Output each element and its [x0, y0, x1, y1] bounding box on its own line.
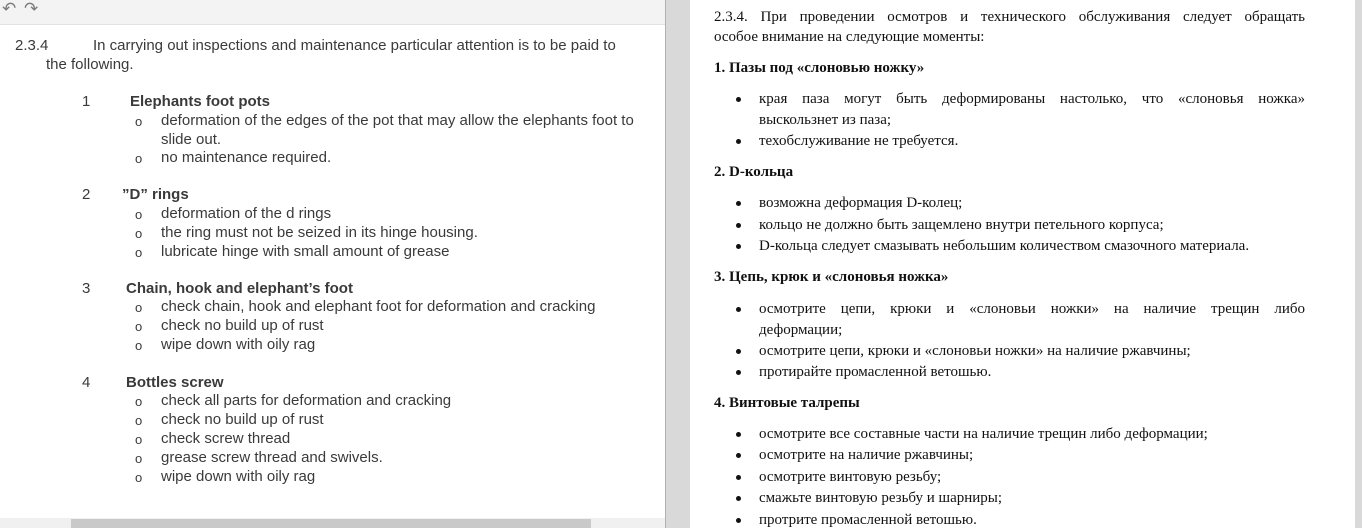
intro-text: the following. — [46, 56, 134, 73]
list-item: осмотрите винтовую резьбу; — [759, 469, 942, 485]
bullet-marker — [736, 370, 741, 375]
bullet-marker — [736, 349, 741, 354]
list-item: осмотрите цепи, крюки и «слоновьи ножки» на наличие ржавчины; — [759, 343, 1191, 359]
bullet-marker: o — [135, 470, 143, 485]
section-heading: Bottles screw — [126, 374, 224, 391]
list-item: осмотрите все составные части на наличие трещин либо деформации; — [759, 426, 1208, 442]
scrollbar-thumb[interactable] — [71, 519, 591, 528]
list-item: check all parts for deformation and cracking — [161, 392, 452, 409]
section-heading: ”D” rings — [122, 186, 189, 203]
list-item: осмотрите цепи, крюки и «слоновьи ножки» на наличие трещин либо — [759, 301, 1305, 317]
list-item: деформации; — [759, 322, 843, 338]
list-item: осмотрите на наличие ржавчины; — [759, 447, 974, 463]
bullet-marker: o — [135, 451, 143, 466]
quick-access-toolbar — [0, 0, 665, 25]
section-heading: 4. Винтовые талрепы — [714, 395, 860, 411]
bullet-marker — [736, 97, 741, 102]
list-item: края паза могут быть деформированы настолько, что «слоновья ножка» — [759, 91, 1305, 107]
list-item: кольцо не должно быть защемлено внутри петельного корпуса; — [759, 217, 1164, 233]
list-item: выскользнет из паза; — [759, 112, 892, 128]
bullet-marker — [736, 307, 741, 312]
list-item: смажьте винтовую резьбу и шарниры; — [759, 490, 1003, 506]
bullet-marker: o — [135, 432, 143, 447]
list-item: deformation of the edges of the pot that may allow the elephants foot to — [161, 112, 634, 129]
bullet-marker — [736, 496, 741, 501]
window-edge — [1355, 0, 1362, 528]
english-document — [0, 25, 665, 518]
bullet-marker — [736, 139, 741, 144]
list-item: wipe down with oily rag — [161, 336, 316, 353]
list-item: check no build up of rust — [161, 411, 324, 428]
list-item: check screw thread — [161, 430, 291, 447]
item-number: 3 — [82, 280, 91, 297]
section-heading: 3. Цепь, крюк и «слоновья ножка» — [714, 269, 949, 285]
list-item: lubricate hinge with small amount of grease — [161, 243, 450, 260]
intro-text: In carrying out inspections and maintenance particular attention is to be paid to — [93, 37, 616, 54]
bullet-marker: o — [135, 394, 143, 409]
bullet-marker — [736, 223, 741, 228]
bullet-marker: o — [135, 300, 143, 315]
section-heading: Elephants foot pots — [130, 93, 270, 110]
bullet-marker — [736, 244, 741, 249]
list-item: check no build up of rust — [161, 317, 324, 334]
bullet-marker: o — [135, 226, 143, 241]
bullet-marker: o — [135, 151, 143, 166]
section-heading: 2. D-кольца — [714, 164, 794, 180]
list-item: протрите промасленной ветошью. — [759, 512, 977, 528]
redo-icon[interactable]: ↷ — [24, 0, 39, 19]
bullet-marker: o — [135, 413, 143, 428]
bullet-marker — [736, 453, 741, 458]
list-item: the ring must not be seized in its hinge housing. — [161, 224, 478, 241]
item-number: 1 — [82, 93, 91, 110]
intro-text: особое внимание на следующие моменты: — [714, 29, 985, 45]
list-item: grease screw thread and swivels. — [161, 449, 383, 466]
list-item: протирайте промасленной ветошью. — [759, 364, 992, 380]
source-document-pane — [0, 0, 665, 528]
list-item: no maintenance required. — [161, 149, 332, 166]
list-item: check chain, hook and elephant foot for deformation and cracking — [161, 298, 596, 315]
translation-document-pane — [690, 0, 1362, 528]
list-item: slide out. — [161, 131, 222, 148]
intro-text: 2.3.4. При проведении осмотров и технического обслуживания следует обращать — [714, 9, 1305, 25]
section-heading: Chain, hook and elephant’s foot — [126, 280, 353, 297]
item-number: 4 — [82, 374, 91, 391]
bullet-marker — [736, 518, 741, 523]
bullet-marker: o — [135, 338, 143, 353]
list-item: D-кольца следует смазывать небольшим количеством смазочного материала. — [759, 238, 1250, 254]
pane-divider[interactable] — [665, 0, 690, 528]
bullet-marker: o — [135, 319, 143, 334]
bullet-marker — [736, 201, 741, 206]
list-item: wipe down with oily rag — [161, 468, 316, 485]
item-number: 2 — [82, 186, 91, 203]
bullet-marker: o — [135, 207, 143, 222]
bullet-marker: o — [135, 114, 143, 129]
bullet-marker: o — [135, 245, 143, 260]
section-heading: 1. Пазы под «слоновью ножку» — [714, 60, 925, 76]
section-number: 2.3.4 — [15, 37, 49, 54]
list-item: deformation of the d rings — [161, 205, 332, 222]
list-item: техобслуживание не требуется. — [759, 133, 959, 149]
undo-icon[interactable]: ↶ — [2, 0, 17, 19]
bullet-marker — [736, 475, 741, 480]
bullet-marker — [736, 432, 741, 437]
list-item: возможна деформация D-колец; — [759, 195, 963, 211]
